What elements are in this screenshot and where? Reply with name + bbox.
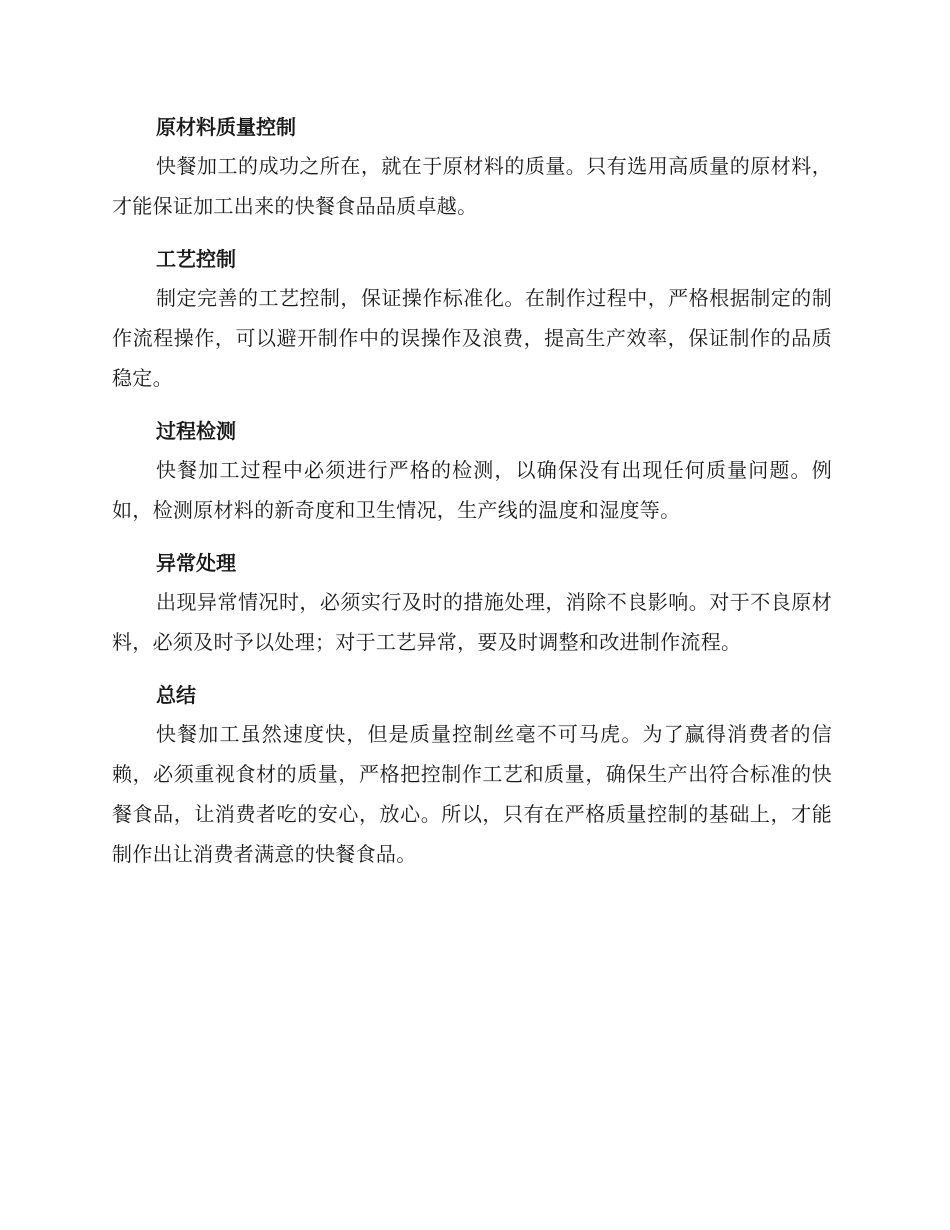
section-exception-handling	[112, 544, 832, 662]
section-process-inspection	[112, 412, 832, 530]
section-heading: 工艺控制	[156, 247, 236, 271]
section-process-control	[112, 240, 832, 398]
section-summary	[112, 676, 832, 874]
section-paragraph: 快餐加工的成功之所在，就在于原材料的质量。只有选用高质量的原材料，才能保证加工出来的快餐食品品质卓越。	[112, 154, 832, 218]
section-heading: 总结	[156, 683, 196, 707]
section-heading: 原材料质量控制	[156, 115, 296, 139]
section-paragraph: 出现异常情况时，必须实行及时的措施处理，消除不良影响。对于不良原材料，必须及时予以处理；对于工艺异常，要及时调整和改进制作流程。	[112, 590, 832, 654]
section-paragraph: 快餐加工过程中必须进行严格的检测，以确保没有出现任何质量问题。例如，检测原材料的新奇度和卫生情况，生产线的温度和湿度等。	[112, 458, 832, 522]
section-paragraph: 快餐加工虽然速度快，但是质量控制丝毫不可马虎。为了赢得消费者的信赖，必须重视食材的质量，严格把控制作工艺和质量，确保生产出符合标准的快餐食品，让消费者吃的安心，放心。所以，只有在严格质量控制的基础上，才能制作出让消费者满意的快餐食品。	[112, 722, 832, 866]
section-raw-material-quality	[112, 108, 832, 226]
section-heading: 异常处理	[156, 551, 236, 575]
section-paragraph: 制定完善的工艺控制，保证操作标准化。在制作过程中，严格根据制定的制作流程操作，可以避开制作中的误操作及浪费，提高生产效率，保证制作的品质稳定。	[112, 286, 832, 390]
document-page	[112, 108, 832, 888]
section-heading: 过程检测	[156, 419, 236, 443]
